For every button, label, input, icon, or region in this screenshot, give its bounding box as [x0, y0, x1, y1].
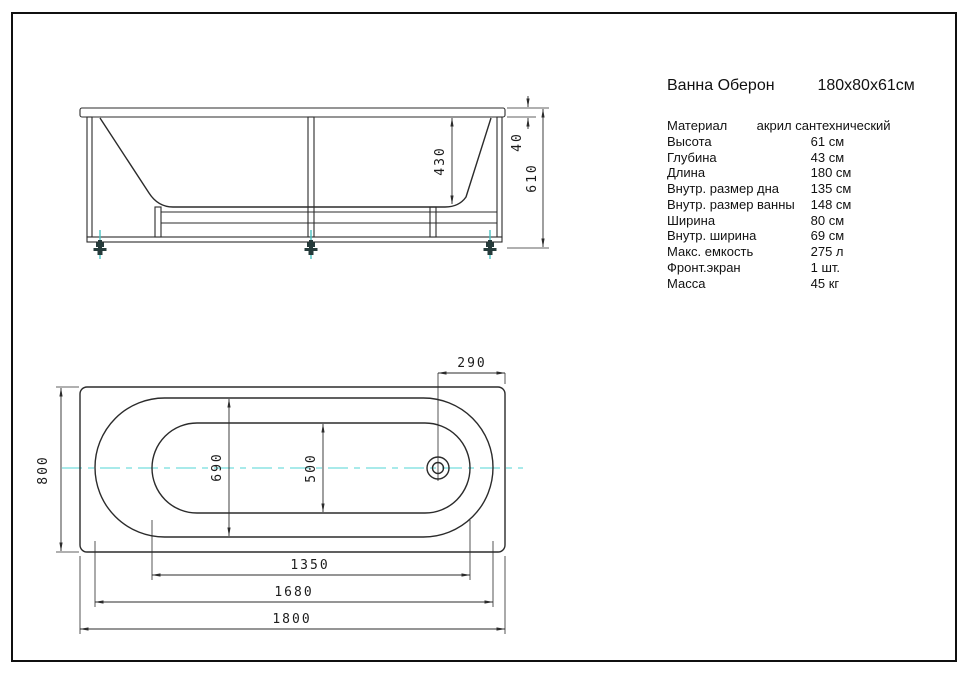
spec-label: Длина — [667, 165, 706, 181]
spec-label: Высота — [667, 133, 712, 149]
dim-inner-depth: 430 — [433, 146, 448, 176]
spec-value: акрил сантехнический — [756, 118, 891, 133]
spec-label: Макс. емкость — [667, 244, 754, 259]
spec-label: Фронт.экран — [667, 259, 741, 275]
frame-right-panel — [497, 117, 502, 237]
spec-value: 43 см — [810, 149, 845, 165]
spec-value: 69 см — [810, 228, 845, 244]
spec-list — [667, 118, 915, 291]
dim-total-height: 610 — [525, 163, 540, 193]
dim-inner-length: 1680 — [274, 585, 314, 600]
spec-row — [667, 134, 915, 150]
tub-rim — [80, 108, 505, 117]
spec-row — [667, 260, 915, 276]
frame-middle-strut — [308, 117, 314, 237]
spec-value: 148 см — [810, 196, 852, 212]
spec-row — [667, 244, 915, 260]
spec-row — [667, 150, 915, 166]
spec-value: 61 см — [810, 133, 845, 149]
spec-value: 1 шт. — [810, 259, 841, 275]
adjustable-foot — [484, 230, 497, 259]
spec-row — [667, 197, 915, 213]
spec-label: Внутр. размер ванны — [667, 196, 795, 212]
dim-inner-width: 690 — [210, 452, 225, 482]
spec-row — [667, 118, 915, 134]
spec-value: 275 л — [810, 244, 844, 259]
spec-table — [667, 77, 915, 291]
spec-value: 135 см — [810, 181, 852, 196]
spec-row — [667, 165, 915, 181]
spec-row — [667, 213, 915, 229]
frame-base — [87, 237, 502, 242]
dim-rim-height: 40 — [510, 132, 525, 152]
drawing-title — [667, 77, 915, 94]
spec-row — [667, 228, 915, 244]
elevation-view — [80, 96, 549, 259]
dim-bottom-width: 500 — [304, 453, 319, 483]
product-name: Ванна Оберон — [667, 77, 775, 94]
spec-row — [667, 276, 915, 292]
spec-value: 180 см — [810, 165, 852, 181]
spec-value: 45 кг — [810, 275, 840, 291]
adjustable-foot — [305, 230, 318, 259]
frame-left-panel — [87, 117, 92, 237]
product-size: 180x80x61см — [817, 77, 915, 94]
spec-label: Ширина — [667, 212, 716, 228]
dim-drain-offset: 290 — [457, 356, 487, 371]
dim-overall-width: 800 — [36, 455, 51, 485]
adjustable-foot — [94, 230, 107, 259]
frame-substrut-left — [155, 207, 161, 237]
dim-bottom-length: 1350 — [290, 558, 330, 573]
spec-row — [667, 181, 915, 197]
dim-overall-length: 1800 — [272, 612, 312, 627]
spec-label: Масса — [667, 275, 706, 291]
spec-label: Материал — [667, 118, 728, 133]
spec-label: Внутр. размер дна — [667, 181, 780, 196]
plan-view — [36, 356, 523, 634]
spec-label: Внутр. ширина — [667, 228, 757, 244]
tub-outer-contour — [80, 387, 505, 552]
spec-value: 80 см — [810, 212, 845, 228]
spec-label: Глубина — [667, 149, 717, 165]
